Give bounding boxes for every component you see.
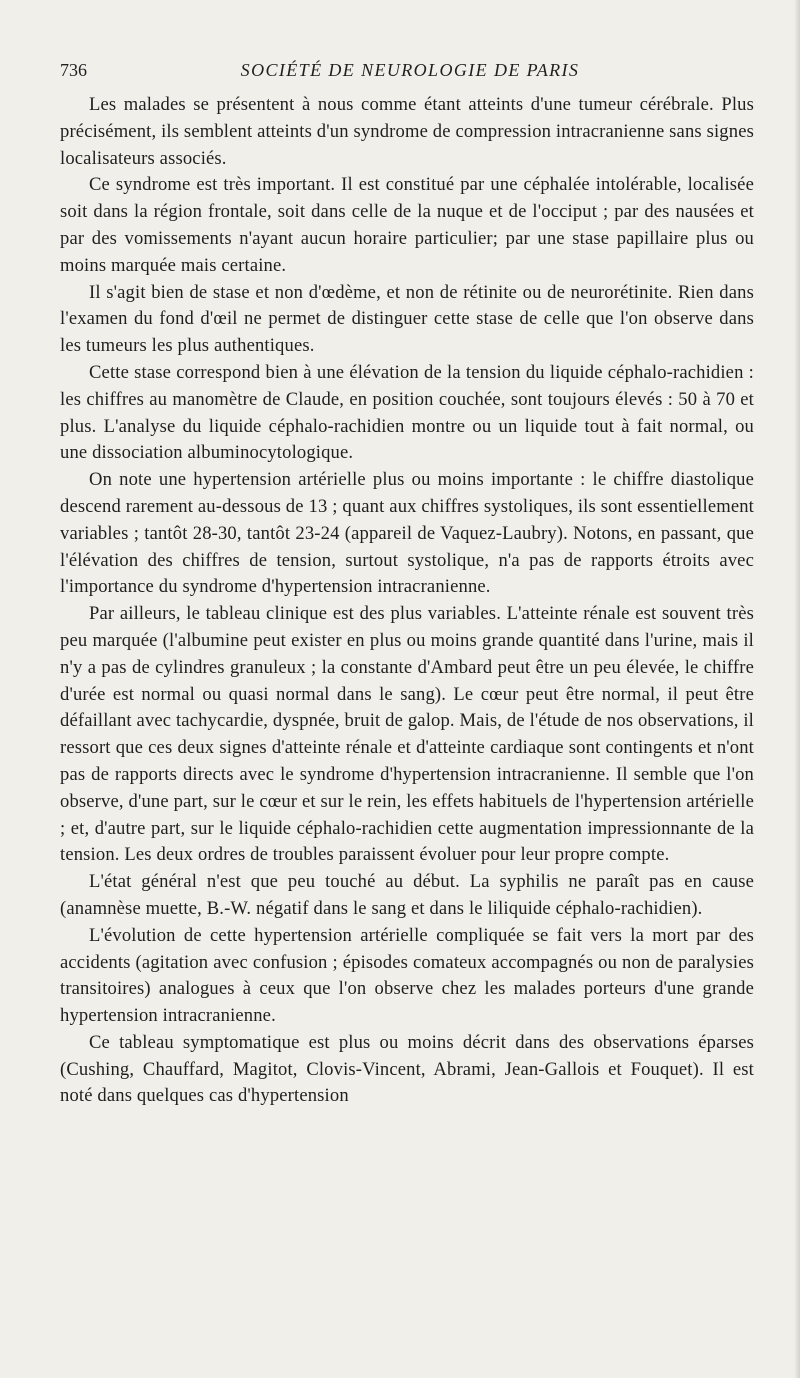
body-text (60, 92, 754, 1110)
running-header (60, 58, 760, 82)
paragraph-8: L'évolution de cette hypertension artérielle compliquée se fait vers la mort par des accidents (agitation avec confusion ; épisodes comateux accompagnés ou non de paralysies transitoires) analogues à ceux que l'on observe chez les malades porteurs d'une grande hypertension intracranienne. (60, 924, 754, 1027)
paragraph-7: L'état général n'est que peu touché au début. La syphilis ne paraît pas en cause (anamnèse muette, B.-W. négatif dans le sang et dans le liliquide céphalo-rachidien). (60, 871, 754, 919)
paragraph-1: Les malades se présentent à nous comme étant atteints d'une tumeur cérébrale. Plus précisément, ils semblent atteints d'un syndrome de compression intracranienne sans signes localisateurs associés. (60, 94, 754, 169)
paragraph-5: On note une hypertension artérielle plus ou moins importante : le chiffre diastolique descend rarement au-dessous de 13 ; quant aux chiffres systoliques, ils sont essentiellement variables ; tantôt 28-30, tantôt 23-24 (appareil de Vaquez-Laubry). Notons, en passant, que l'élévation des chiffres de tension, surtout systolique, n'a pas de rapports étroits avec l'importance du syndrome d'hypertension intracranienne. (60, 469, 754, 598)
paragraph-6: Par ailleurs, le tableau clinique est des plus variables. L'atteinte rénale est souvent très peu marquée (l'albumine peut exister en plus ou moins grande quantité dans l'urine, mais il n'y a pas de cylindres granuleux ; la constante d'Ambard peut être un peu élevée, le chiffre d'urée est normal ou quasi normal dans le sang). Le cœur peut être normal, il peut être défaillant avec tachycardie, dyspnée, bruit de galop. Mais, de l'étude de nos observations, il ressort que ces deux signes d'atteinte rénale et d'atteinte cardiaque sont contingents et n'ont pas de rapports directs avec le syndrome d'hypertension intracranienne. Il semble que l'on observe, d'une part, sur le cœur et sur le rein, les effets habituels de l'hypertension artérielle ; et, d'autre part, sur le liquide céphalo-rachidien cette augmentation impressionnante de la tension. Les deux ordres de troubles paraissent évoluer pour leur propre compte. (60, 603, 754, 866)
page-number: 736 (60, 60, 87, 80)
journal-title: SOCIÉTÉ DE NEUROLOGIE DE PARIS (240, 60, 580, 80)
paragraph-3: Il s'agit bien de stase et non d'œdème, et non de rétinite ou de neurorétinite. Rien dans l'examen du fond d'œil ne permet de distinguer cette stase de celle que l'on observe dans les tumeurs les plus authentiques. (60, 281, 754, 357)
paragraph-4: Cette stase correspond bien à une élévation de la tension du liquide céphalo-rachidien : les chiffres au manomètre de Claude, en position couchée, sont toujours élevés : 50 à 70 et plus. L'analyse du liquide céphalo-rachidien montre ou un liquide tout à fait normal, ou une dissociation albuminocytologique. (60, 361, 754, 464)
paragraph-2: Ce syndrome est très important. Il est constitué par une céphalée intolérable, localisée soit dans la région frontale, soit dans celle de la nuque et de l'occiput ; par des nausées et par des vomissements n'ayant aucun horaire particulier; par une stase papillaire plus ou moins marquée mais certaine. (60, 174, 754, 276)
paragraph-9: Ce tableau symptomatique est plus ou moins décrit dans des observations éparses (Cushing, Chauffard, Magitot, Clovis-Vincent, Abrami, Jean-Gallois et Fouquet). Il est noté dans quelques cas d'hypertension (60, 1031, 754, 1107)
page-edge-shadow (794, 0, 800, 1378)
